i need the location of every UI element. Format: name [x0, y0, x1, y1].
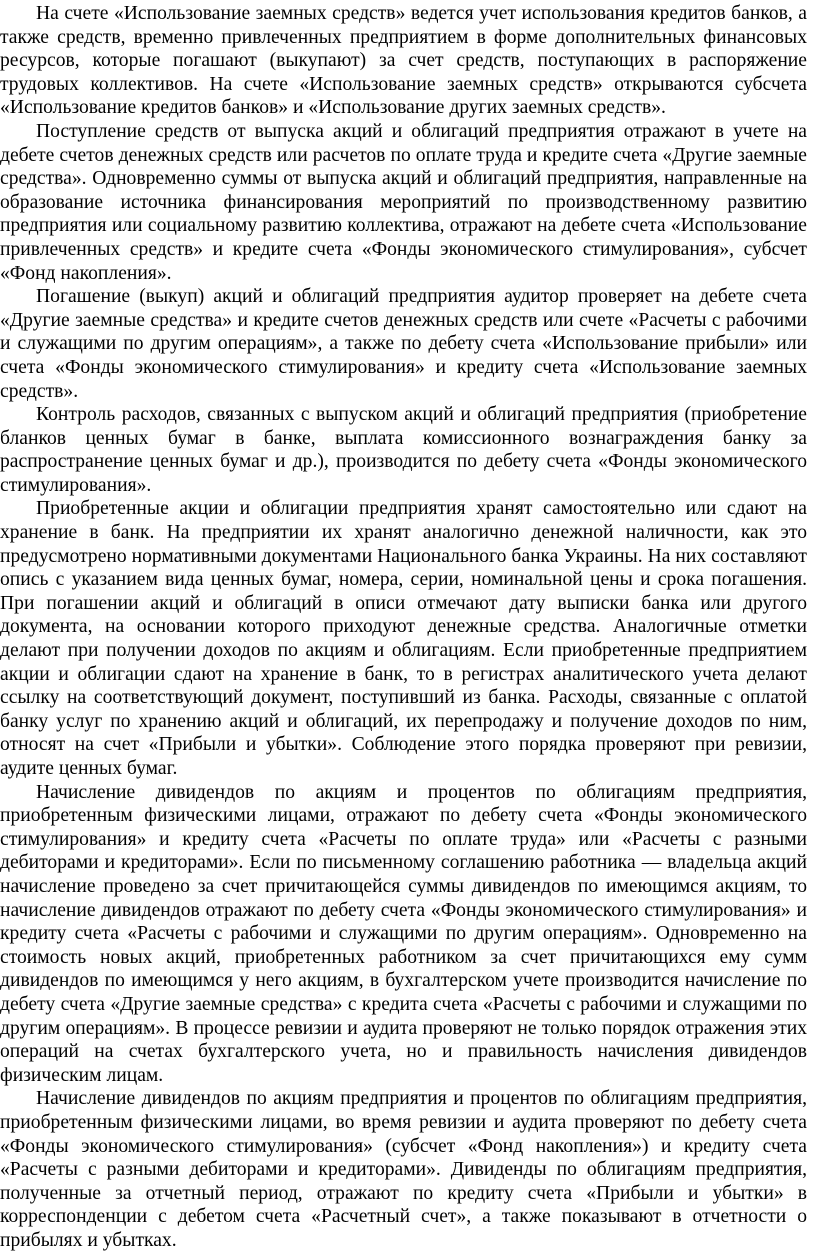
paragraph-2: Поступление средств от выпуска акций и облигаций предприятия отражают в учете на дебете счетов денежных средств или расчетов по оплате труда и кредите счета «Другие заемные средства». Одновременно суммы от выпуска акций и облигаций предприятия, направленные на образование источника финансирования мероприятий по производственному развитию предприятия или социальному развитию коллектива, отражают на дебете счета «Использование привлеченных средств» и кредите счета «Фонды экономического стимулирования», субсчет «Фонд накопления». — [0, 120, 807, 284]
paragraph-4: Контроль расходов, связанных с выпуском акций и облигаций предприятия (приобретение бланков ценных бумаг в банке, выплата комиссионного вознаграждения банку за распространение ценных бумаг и др.), производится по дебету счета «Фонды экономического стимулирования». — [0, 404, 807, 496]
paragraph-6: Начисление дивидендов по акциям и процентов по облигациям предприятия, приобретенным физическими лицами, отражают по дебету счета «Фонды экономического стимулирования» и кредиту счета «Расчеты по оплате труда» или «Расчеты с разными дебиторами и кредиторами». Если по письменному соглашению работника — владельца акций начисление проведено за счет причитающейся суммы дивидендов по имеющимся акциям, то начисление дивидендов отражают по дебету счета «Фонды экономического стимулирования» и кредиту счета «Расчеты с рабочими и служащими по другим операциям». Одновременно на стоимость новых акций, приобретенных работником за счет причитающихся ему сумм дивидендов по имеющимся у него акциям, в бухгалтерском учете производится начисление по дебету счета «Другие заемные средства» с кредита счета «Расчеты с рабочими и служащими по другим операциям». В процессе ревизии и аудита проверяют не только порядок отражения этих операций на счетах бухгалтерского учета, но и правильность начисления дивидендов физическим лицам. — [0, 781, 807, 1086]
paragraph-3: Погашение (выкуп) акций и облигаций предприятия аудитор проверяет на дебете счета «Другие заемные средства» и кредите счетов денежных средств или счете «Расчеты с рабочими и служащими по другим операциям», а также по дебету счета «Использование прибыли» или счета «Фонды экономического стимулирования» и кредиту счета «Использование заемных средств». — [0, 286, 807, 402]
paragraph-7: Начисление дивидендов по акциям предприятия и процентов по облигациям предприятия, приобретенным физическими лицами, во время ревизии и аудита проверяют по дебету счета «Фонды экономического стимулирования» (субсчет «Фонд накопления») и кредиту счета «Расчеты с разными дебиторами и кредиторами». Дивиденды по облигациям предприятия, полученные за отчетный период, отражают по кредиту счета «Прибыли и убытки» в корреспонденции с дебетом счета «Расчетный счет», а также показывают в отчетности о прибылях и убытках. — [0, 1088, 807, 1251]
paragraph-1: На счете «Использование заемных средств» ведется учет использования кредитов банков, а также средств, временно привлеченных предприятием в форме дополнительных финансовых ресурсов, которые погашают (выкупают) за счет средств, поступающих в распоряжение трудовых коллективов. На счете «Использование заемных средств» открываются субсчета «Использование кредитов банков» и «Использование других заемных средств». — [0, 3, 807, 119]
paragraph-5: Приобретенные акции и облигации предприятия хранят самостоятельно или сдают на хранение в банк. На предприятии их хранят аналогично денежной наличности, как это предусмотрено нормативными документами Национального банка Украины. На них составляют опись с указанием вида ценных бумаг, номера, серии, номинальной цены и срока погашения. При погашении акций и облигаций в описи отмечают дату выписки банка или другого документа, на основании которого приходуют денежные средства. Аналогичные отметки делают при получении доходов по акциям и облигациям. Если приобретенные предприятием акции и облигации сдают на хранение в банк, то в регистрах аналитического учета делают ссылку на соответствующий документ, поступивший из банка. Расходы, связанные с оплатой банку услуг по хранению акций и облигаций, их перепродажу и получение доходов по ним, относят на счет «Прибыли и убытки». Соблюдение этого порядка проверяют при ревизии, аудите ценных бумаг. — [0, 498, 807, 779]
